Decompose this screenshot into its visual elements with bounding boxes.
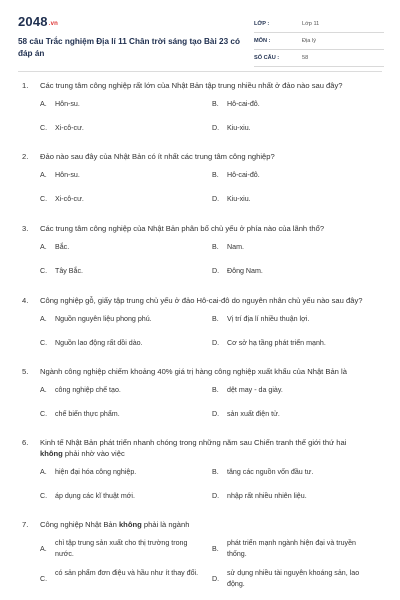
header bbox=[18, 14, 384, 69]
option-text: Nguồn lao động rất dồi dào. bbox=[55, 339, 143, 347]
question-emphasis: không bbox=[118, 520, 142, 529]
question-text: Đảo nào sau đây của Nhật Bản có ít nhất các trung tâm công nghiệp? bbox=[40, 152, 275, 161]
question-emphasis: không bbox=[40, 449, 63, 458]
option-letter: A. bbox=[40, 243, 47, 251]
option-letter: C. bbox=[40, 267, 48, 275]
option-letter: C. bbox=[40, 339, 48, 347]
option-text: Tây Bắc. bbox=[55, 267, 83, 275]
option-letter: C. bbox=[40, 195, 48, 203]
question-number: 7. bbox=[22, 520, 29, 529]
question-number: 3. bbox=[22, 224, 29, 233]
option-letter: B. bbox=[212, 243, 219, 251]
question-4 bbox=[22, 295, 378, 364]
option-text: Hôn-su. bbox=[55, 100, 80, 108]
option-text: Bắc. bbox=[55, 243, 70, 251]
question-text: Ngành công nghiệp chiếm khoảng 40% giá trị hàng công nghiệp xuất khẩu của Nhật Bản là bbox=[40, 367, 347, 376]
meta-value: Lớp 11 bbox=[302, 21, 320, 27]
question-1 bbox=[22, 80, 378, 149]
page-title-line-1: 58 câu Trắc nghiệm Địa lí 11 Chân trời sáng tạo Bài 23 có bbox=[18, 37, 240, 46]
option-letter: A. bbox=[40, 386, 47, 394]
option-letter: D. bbox=[212, 339, 220, 347]
option-text: công nghiệp chế tạo. bbox=[55, 386, 121, 394]
question-text-cont: phải nhờ vào việc bbox=[62, 449, 125, 458]
option-text: Cơ sở hạ tầng phát triển mạnh. bbox=[227, 339, 326, 347]
option-text: Kiu-xiu. bbox=[227, 195, 251, 203]
question-stem bbox=[22, 437, 378, 459]
options bbox=[22, 242, 378, 292]
meta-label: SỐ CÂU : bbox=[254, 55, 280, 61]
option-letter: D. bbox=[212, 410, 220, 418]
meta-row-count bbox=[254, 50, 384, 67]
options bbox=[22, 99, 378, 149]
question-number: 2. bbox=[22, 152, 29, 161]
option-text: Hô-cai-đô. bbox=[227, 100, 260, 108]
question-number: 5. bbox=[22, 367, 29, 376]
logo-text: 2048 bbox=[18, 14, 48, 29]
option-letter: C. bbox=[40, 124, 48, 132]
option-letter: C. bbox=[40, 575, 48, 583]
question-3 bbox=[22, 223, 378, 292]
header-divider bbox=[18, 71, 382, 72]
option-letter: D. bbox=[212, 492, 220, 500]
option-letter: B. bbox=[212, 100, 219, 108]
options bbox=[22, 385, 378, 435]
question-text: Công nghiệp Nhật Bản bbox=[40, 520, 119, 529]
question-number: 1. bbox=[22, 81, 29, 90]
option-letter: B. bbox=[212, 468, 219, 476]
options bbox=[22, 467, 378, 517]
option-letter: B. bbox=[212, 315, 219, 323]
option-text: tăng các nguồn vốn đầu tư. bbox=[227, 468, 314, 476]
option-text: Hô-cai-đô. bbox=[227, 171, 260, 179]
question-stem bbox=[22, 295, 378, 306]
question-stem bbox=[22, 80, 378, 91]
option-letter: C. bbox=[40, 410, 48, 418]
option-letter: C. bbox=[40, 492, 48, 500]
option-letter: D. bbox=[212, 267, 220, 275]
option-text: Xi-cô-cư. bbox=[55, 124, 84, 132]
option-letter: A. bbox=[40, 100, 47, 108]
meta-row-class bbox=[254, 16, 384, 33]
page-title-line-2: đáp án bbox=[18, 48, 45, 58]
question-stem bbox=[22, 151, 378, 162]
question-2 bbox=[22, 151, 378, 220]
question-text-cont: phải là ngành bbox=[141, 520, 190, 529]
option-text: Kiu-xiu. bbox=[227, 124, 251, 132]
option-text: áp dụng các kĩ thuật mới. bbox=[55, 492, 135, 500]
question-number: 4. bbox=[22, 296, 29, 305]
question-stem bbox=[22, 519, 378, 530]
option-letter: A. bbox=[40, 468, 47, 476]
question-stem bbox=[22, 223, 378, 234]
options bbox=[22, 170, 378, 220]
option-letter: B. bbox=[212, 386, 219, 394]
option-letter: D. bbox=[212, 575, 220, 583]
option-text: sử dụng nhiều tài nguyên khoáng sản, lao động. bbox=[227, 569, 360, 588]
option-letter: A. bbox=[40, 171, 47, 179]
meta-label: MÔN : bbox=[254, 38, 271, 44]
site-logo[interactable] bbox=[18, 14, 58, 29]
option-text: Hôn-su. bbox=[55, 171, 80, 179]
question-text: Công nghiệp gỗ, giấy tập trung chủ yếu ở đảo Hô-cai-đô do nguyên nhân chủ yếu nào sau đây? bbox=[40, 296, 363, 305]
question-text: Các trung tâm công nghiệp của Nhật Bản phân bố chủ yếu ở phía nào của lãnh thổ? bbox=[40, 224, 325, 233]
option-text: hiện đại hóa công nghiệp. bbox=[55, 468, 137, 476]
question-text: Kinh tế Nhật Bản phát triển nhanh chóng trong những năm sau Chiến tranh thế giới thứ hai bbox=[40, 438, 347, 447]
logo-suffix: .vn bbox=[48, 21, 59, 27]
option-text: Nguồn nguyên liệu phong phú. bbox=[55, 315, 152, 323]
options bbox=[22, 314, 378, 364]
meta-value: Địa lý bbox=[302, 38, 316, 44]
option-text: sản xuất điện tử. bbox=[227, 410, 280, 418]
option-text: Vị trí địa lí nhiều thuận lợi. bbox=[227, 315, 310, 323]
question-number: 6. bbox=[22, 438, 29, 447]
option-letter: D. bbox=[212, 195, 220, 203]
question-text: Các trung tâm công nghiệp rất lớn của Nhật Bản tập trung nhiều nhất ở đảo nào sau đây? bbox=[40, 81, 343, 90]
meta-value: 58 bbox=[302, 55, 309, 61]
question-6 bbox=[22, 437, 378, 517]
option-text: nhập rất nhiều nhiên liệu. bbox=[227, 492, 307, 500]
meta-info bbox=[254, 16, 384, 67]
option-text: Xi-cô-cư. bbox=[55, 195, 84, 203]
option-text: Đông Nam. bbox=[227, 267, 263, 275]
meta-label: LỚP : bbox=[254, 21, 270, 27]
option-text: dệt may - da giày. bbox=[227, 386, 283, 394]
option-text: phát triển mạnh ngành hiện đại và truyền thống. bbox=[227, 539, 356, 558]
option-text: Nam. bbox=[227, 243, 244, 251]
option-text: chỉ tập trung sản xuất cho thị trường trong nước. bbox=[55, 539, 188, 558]
option-letter: B. bbox=[212, 545, 219, 553]
page-title bbox=[18, 36, 243, 59]
option-text: có sản phẩm đơn điệu và hầu như ít thay đổi. bbox=[55, 569, 199, 577]
option-letter: A. bbox=[40, 545, 47, 553]
question-5 bbox=[22, 366, 378, 435]
option-letter: B. bbox=[212, 171, 219, 179]
meta-row-subject bbox=[254, 33, 384, 50]
option-text: chế biến thực phẩm. bbox=[55, 410, 120, 418]
question-stem bbox=[22, 366, 378, 377]
option-letter: D. bbox=[212, 124, 220, 132]
options bbox=[22, 538, 378, 600]
option-letter: A. bbox=[40, 315, 47, 323]
question-7 bbox=[22, 519, 378, 600]
